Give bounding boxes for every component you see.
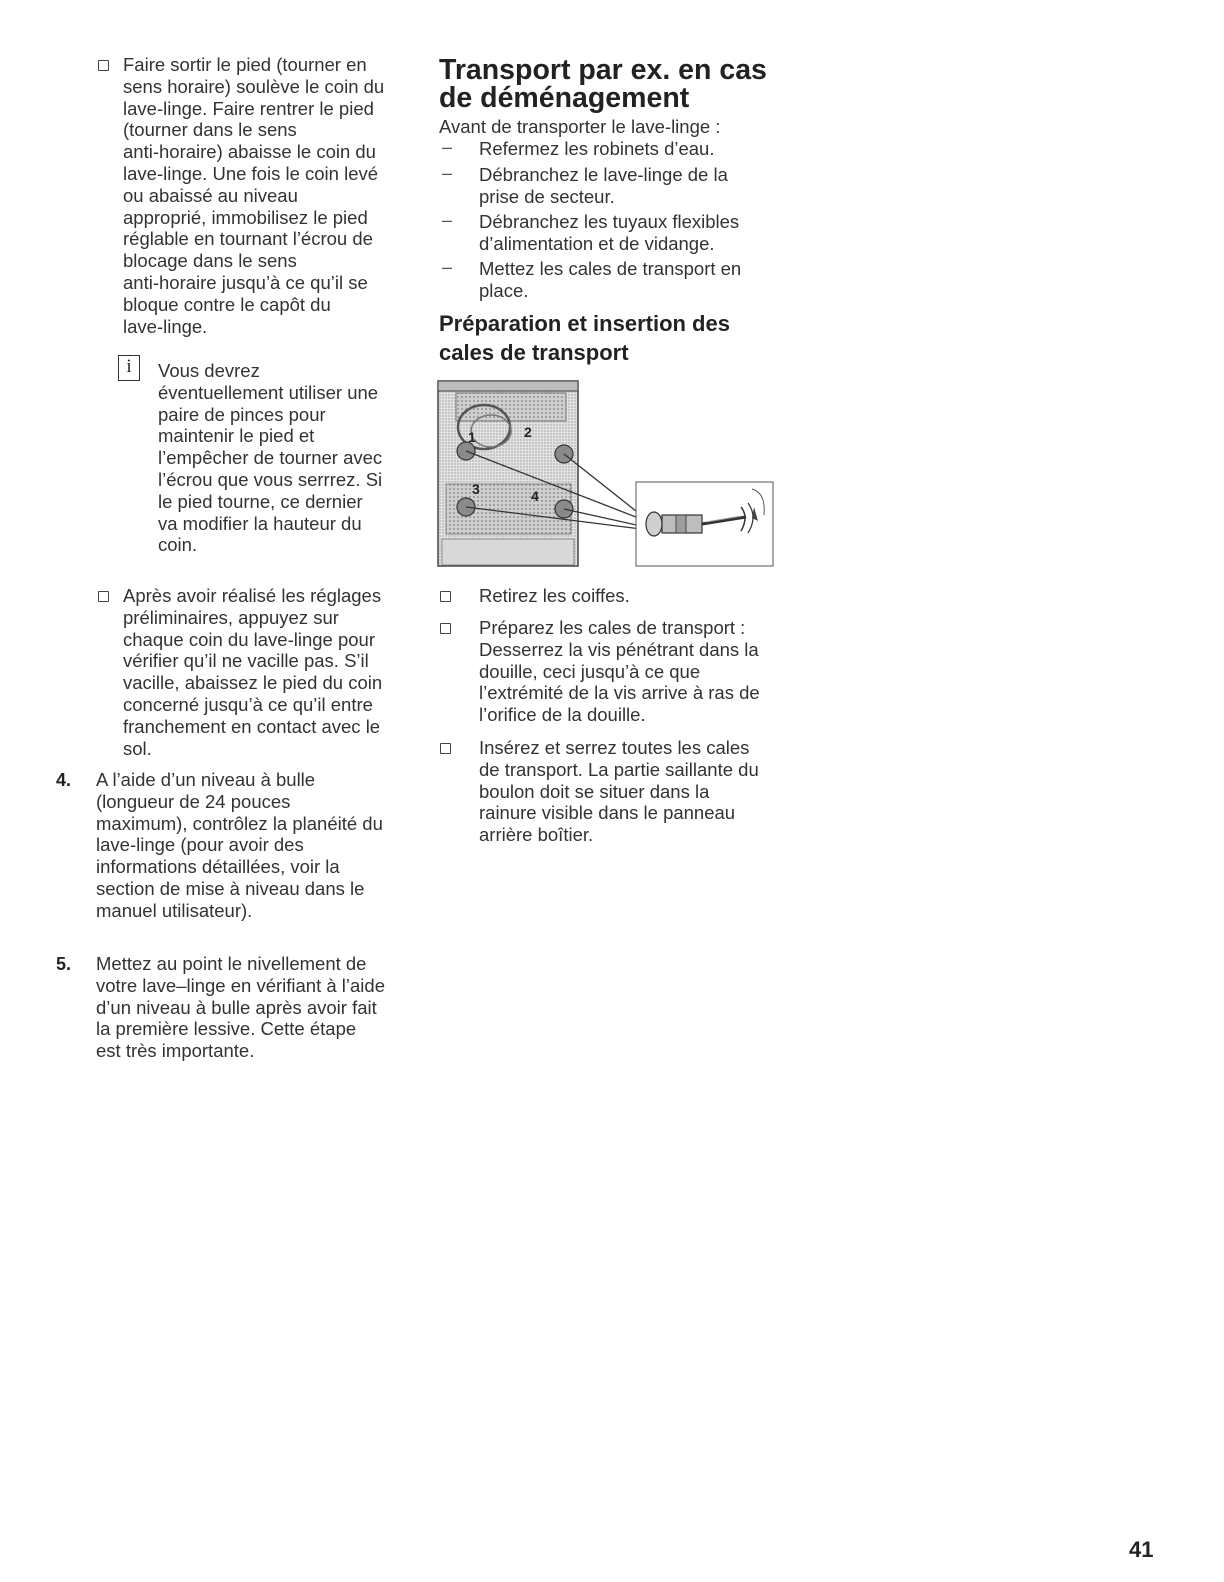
text-line: éventuellement utiliser une — [158, 381, 379, 403]
step-text-level — [96, 769, 383, 922]
text-line: place. — [479, 279, 529, 301]
text-line: paire de pinces pour — [158, 403, 326, 425]
text-line: Refermez les robinets d’eau. — [479, 138, 715, 159]
text-line: coin. — [158, 534, 198, 556]
dash-item-water — [479, 138, 714, 160]
text-line: informations détaillées, voir la — [96, 856, 340, 878]
text-line: Après avoir réalisé les réglages — [123, 585, 382, 606]
dash-item-power — [479, 164, 728, 208]
text-line: anti-horaire jusqu’à ce qu’il se — [123, 271, 368, 293]
text-line: d’alimentation et de vidange. — [479, 232, 715, 254]
text-line: Mettez au point le nivellement de — [96, 953, 367, 974]
text-line: maintenir le pied et — [158, 425, 315, 447]
text-line: vérifier qu’il ne vacille pas. S’il — [123, 650, 369, 672]
text-line: lave-linge (pour avoir des — [96, 834, 304, 856]
text-line: la première lessive. Cette étape — [96, 1018, 357, 1040]
figure-label: 4 — [531, 488, 539, 504]
text-line: approprié, immobilisez le pied — [123, 206, 368, 228]
bullet-text-foot-adjust — [123, 54, 384, 337]
dash-bullet: – — [442, 210, 453, 230]
dash-item-hoses — [479, 211, 739, 255]
text-line: boulon doit se situer dans la — [479, 780, 710, 802]
text-line: blocage dans le sens — [123, 250, 297, 272]
text-line: l’orifice de la douille. — [479, 704, 646, 726]
step-number: 4. — [56, 770, 72, 790]
text-line: votre lave–linge en vérifiant à l’aide — [96, 974, 385, 996]
text-line: Mettez les cales de transport en — [479, 258, 742, 279]
text-line: Débranchez les tuyaux flexibles — [479, 211, 740, 232]
text-line: est très importante. — [96, 1040, 255, 1062]
dash-bullet: – — [442, 257, 453, 277]
text-line: vacille, abaissez le pied du coin — [123, 672, 383, 694]
text-line: l’extrémité de la vis arrive à ras de — [479, 682, 760, 704]
transport-bolt-illustration — [436, 379, 776, 571]
bullet-checkbox — [440, 591, 451, 602]
text-line: l’écrou que vous serrrez. Si — [158, 468, 383, 490]
info-icon: i — [118, 355, 140, 381]
text-line: sol. — [123, 737, 152, 759]
text-line: maximum), contrôlez la planéité du — [96, 812, 383, 834]
transport-intro: Avant de transporter le lave-linge : — [439, 116, 721, 137]
text-line: Retirez les coiffes. — [479, 585, 630, 606]
text-line: Débranchez le lave-linge de la — [479, 164, 728, 185]
text-line: lave-linge. Une fois le coin levé — [123, 162, 379, 184]
text-line: Desserrez la vis pénétrant dans la — [479, 638, 759, 660]
bullet-checkbox — [440, 623, 451, 634]
text-line: sens horaire) soulève le coin du — [123, 75, 385, 97]
text-line: (tourner dans le sens — [123, 119, 297, 141]
text-line: Transport par ex. en cas — [439, 54, 767, 86]
text-line: Vous devrez — [158, 360, 260, 381]
bullet-text-remove-caps — [479, 585, 630, 607]
text-line: prise de secteur. — [479, 185, 615, 207]
text-line: arrière boîtier. — [479, 824, 594, 846]
section-subheading-preparation — [439, 309, 730, 367]
text-line: douille, ceci jusqu’à ce que — [479, 660, 701, 682]
text-line: manuel utilisateur). — [96, 899, 253, 921]
figure-label: 1 — [468, 429, 476, 445]
dash-bullet: – — [442, 137, 453, 157]
text-line: franchement en contact avec le — [123, 715, 381, 737]
text-line: de déménagement — [439, 82, 690, 114]
text-line: concerné jusqu’à ce qu’il entre — [123, 693, 373, 715]
text-line: rainure visible dans le panneau — [479, 802, 736, 824]
text-line: Insérez et serrez toutes les cales — [479, 737, 750, 758]
text-line: A l’aide d’un niveau à bulle — [96, 769, 316, 790]
text-line: d’un niveau à bulle après avoir fait — [96, 996, 377, 1018]
bullet-text-prepare-bolts — [479, 617, 760, 726]
text-line: préliminaires, appuyez sur — [123, 606, 339, 628]
figure-label: 2 — [524, 424, 532, 440]
text-line: Faire sortir le pied (tourner en — [123, 54, 367, 75]
bullet-text-check-wobble — [123, 585, 382, 759]
text-line: ou abaissé au niveau — [123, 184, 298, 206]
text-line: lave-linge. Faire rentrer le pied — [123, 97, 374, 119]
text-line: Préparation et insertion des — [439, 311, 730, 336]
step-text-final-level — [96, 953, 385, 1062]
info-note — [158, 360, 382, 556]
text-line: l’empêcher de tourner avec — [158, 447, 383, 469]
text-line: cales de transport — [439, 340, 629, 365]
bullet-checkbox — [98, 591, 109, 602]
text-line: de transport. La partie saillante du — [479, 758, 759, 780]
text-line: lave-linge. — [123, 315, 208, 337]
bullet-checkbox — [98, 60, 109, 71]
bullet-checkbox — [440, 743, 451, 754]
text-line: anti-horaire) abaisse le coin du — [123, 141, 376, 163]
dash-bullet: – — [442, 163, 453, 183]
text-line: section de mise à niveau dans le — [96, 877, 365, 899]
text-line: va modifier la hauteur du — [158, 512, 362, 534]
text-line: Préparez les cales de transport : — [479, 617, 746, 638]
dash-item-transport-bolts — [479, 258, 741, 302]
text-line: le pied tourne, ce dernier — [158, 490, 363, 512]
bullet-text-insert-bolts — [479, 737, 759, 846]
text-line: bloque contre le capôt du — [123, 293, 331, 315]
page-number: 41 — [1129, 1537, 1154, 1562]
figure-label: 3 — [472, 481, 480, 497]
step-number: 5. — [56, 954, 72, 974]
text-line: (longueur de 24 pouces — [96, 790, 291, 812]
text-line: réglable en tournant l’écrou de — [123, 228, 373, 250]
section-heading-transport — [439, 56, 767, 112]
text-line: chaque coin du lave-linge pour — [123, 628, 375, 650]
